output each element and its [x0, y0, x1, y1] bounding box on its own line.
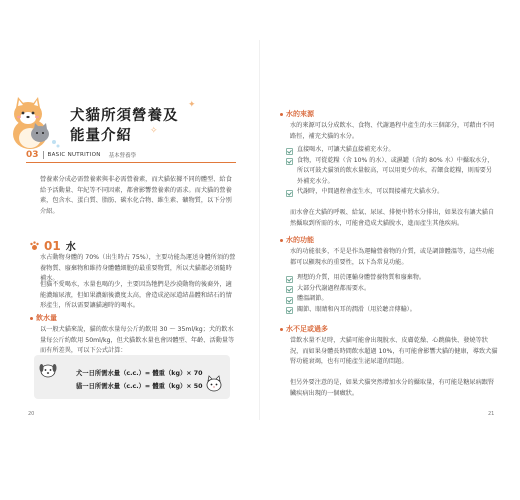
- sparkle-icon: ✧: [150, 126, 158, 136]
- header-rule: [26, 162, 236, 163]
- page-title-line-1: 犬貓所須營養及: [70, 108, 179, 124]
- water-source-list: [286, 145, 498, 198]
- checkbox-icon: [286, 286, 293, 293]
- water-shortage-paragraph-2: 但另外要注意的是，如果犬貓突然增加水分的攝取量，有可能是糖尿病跟腎臟疾病出現的一個癥狀。: [290, 379, 495, 397]
- water-shortage-paragraph-1: 當飲水量不足時，犬貓可能會出現脫水、皮膚乾燥、心跳偏快、發燒等狀況，而如果身體長時間飲水超過 10%，有可能會影響犬貓的健康，導致犬貓腎功能衰竭，也有可能產生泌尿道的問題。: [290, 337, 498, 365]
- water-function-intro: 水的功能很多，不是是作為運輸營養物的介質，或是調節體溫等，這些功能都可以顯現水的重要性，以下為常見功能。: [290, 248, 495, 266]
- list-item: 食物，可從乾糧（含 10% 的水）、或濕罐（含約 80% 水）中攝取水分，所以可鼓犬貓須的飲水量較高，可以用更少的水，若餵食乾糧，則需要另外補充水分。: [286, 156, 498, 188]
- cat-formula: 貓一日所需水量（c.c.）= 體重（kg）× 50: [76, 383, 203, 390]
- list-item: 關節、眼睛和內耳的潤滑（用於聽音傳輸）。: [286, 305, 498, 316]
- page-number-right: 21: [488, 411, 495, 417]
- dog-formula: 犬一日所需水量（c.c.）= 體重（kg）× 70: [76, 370, 203, 377]
- subheading-label: 水不足或過多: [286, 325, 328, 333]
- intro-paragraph: 營養素分成必需營養素與非必需營養素，而犬貓依據不同的體型、給食給予活動量、年紀等不同因素，都會影響營養素的需求。而犬貓的營養素，包含水、蛋白質、脂肪、碳水化合物、維生素、礦物質，以下分別介紹。: [40, 176, 232, 215]
- checkbox-icon: [286, 158, 293, 165]
- page-title-line-2: 能量介紹: [70, 128, 132, 144]
- cat-face-icon: [204, 375, 224, 393]
- dog-face-icon: [38, 361, 58, 379]
- checkbox-icon: [286, 307, 293, 314]
- subheading-water-source: [280, 109, 314, 119]
- right-page: [260, 0, 520, 500]
- water-function-list: [286, 273, 498, 315]
- page-number-left: 20: [28, 411, 35, 417]
- divider: [43, 151, 44, 159]
- list-item: 理想的介質，用於運輸身體營養物質和廢棄物。: [286, 273, 498, 284]
- bullet-icon: [280, 113, 283, 116]
- list-item: 體溫調節。: [286, 294, 498, 305]
- list-item: 代謝時，中間過程會產生水，可以間接補充犬貓水分。: [286, 187, 498, 198]
- list-item: 直接喝水，可讓犬貓直接補充水分。: [286, 145, 498, 156]
- section-number: 01: [44, 238, 61, 253]
- bullet-icon: [30, 317, 33, 320]
- subheading-label: 水的來源: [286, 110, 314, 118]
- chapter-subtitle: [26, 150, 136, 160]
- water-source-intro: 水的來源可以分成飲水、食物、代謝過程中產生的水三個部分，可藉由不同路徑，補充犬貓的水分。: [290, 122, 495, 140]
- checkbox-icon: [286, 148, 293, 155]
- subheading-label: 水的功能: [286, 236, 314, 244]
- subtitle-english: BASIC NUTRITION: [47, 152, 101, 158]
- section-title: 水: [65, 242, 76, 253]
- subtitle-chinese: 基本營養學: [108, 153, 137, 159]
- checkbox-icon: [286, 297, 293, 304]
- subheading-water-amount: [30, 313, 57, 323]
- subheading-label: 飲水量: [36, 314, 57, 322]
- bullet-icon: [280, 328, 283, 331]
- shiba-with-cat-illustration: [6, 94, 62, 152]
- chapter-number: 03: [26, 150, 39, 160]
- formula-box: [34, 355, 230, 399]
- water-paragraph-1: 水占動物身體的 70%（出生時占 75%），主要功能為運送身體所須的營養物質、廢棄物和維持身體體細胞的最重要物質，所以犬貓都必須隨時補水。: [40, 254, 236, 282]
- paw-icon: [30, 241, 39, 251]
- water-amount-paragraph: 以一般犬貓來說，貓的飲水量每公斤約飲用 30 ～ 35ml/kg；犬的飲水量每公斤約飲用 50ml/kg，但犬貓飲水量也會因體型、年齡、活動量等而有所差異，可以下公式計算：: [40, 326, 235, 354]
- water-paragraph-2: 但貓不愛喝水，水量也喝的少，主要因為牠們是沙漠動物的後裔外，適能濃縮尿液，但如果濃縮後濃度太高，會造成泌尿道結晶體和結石的情形產生，所以需要讓貓適時的喝水。: [40, 281, 232, 309]
- section-heading-water: [30, 238, 76, 253]
- checkbox-icon: [286, 276, 293, 283]
- subheading-water-function: [280, 235, 314, 245]
- checkbox-icon: [286, 190, 293, 197]
- water-source-outro: 而水會在犬貓的呼吸、給氣、尿尿、排便中將水分排出，如果沒有讓犬貓自然攝取到所需的水，可能會造成犬貓脫水，進而產生其他疾病。: [290, 209, 495, 227]
- sparkle-icon: ✦: [188, 100, 196, 110]
- subheading-water-shortage: [280, 324, 328, 334]
- list-item: 大部分代謝過程都需要水。: [286, 284, 498, 295]
- bullet-icon: [280, 239, 283, 242]
